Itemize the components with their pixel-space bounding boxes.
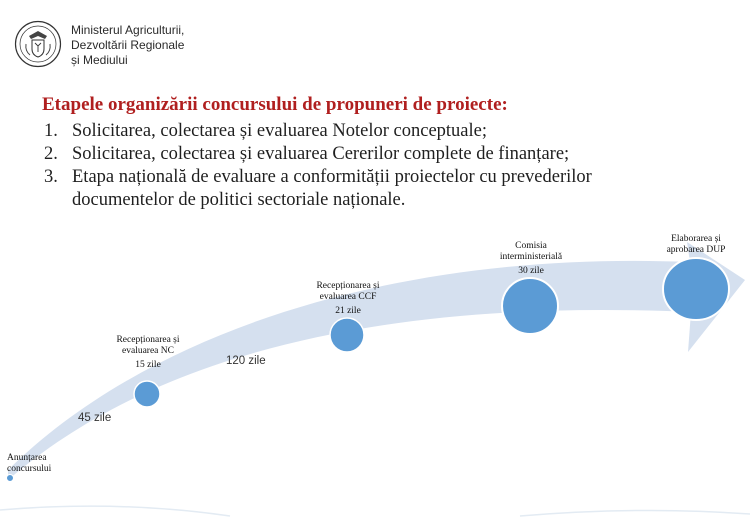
ministry-name-line: Dezvoltării Regionale (71, 38, 185, 52)
stage-marker (330, 318, 364, 352)
step-number: 3. (44, 167, 58, 187)
step-text: Solicitarea, colectarea și evaluarea Notelor conceptuale; (72, 121, 487, 141)
stage-label: Anunțarea concursului (7, 453, 52, 474)
stage-days: 21 zile (335, 306, 361, 316)
ministry-name-line: și Mediului (71, 53, 128, 67)
stage-label: Elaborarea și aprobarea DUP (666, 234, 726, 255)
ministry-name-line: Ministerul Agriculturii, (71, 23, 185, 37)
stage-label: Recepționarea și evaluarea CCF 21 zile (312, 281, 384, 317)
duration-label: 120 zile (226, 355, 266, 367)
stage-marker (502, 278, 558, 334)
step-text: Solicitarea, colectarea și evaluarea Cererilor complete de finanțare; (72, 144, 570, 164)
stage-days: 30 zile (518, 266, 544, 276)
stage-days: 15 zile (135, 360, 161, 370)
stage-marker (663, 258, 729, 320)
step-number: 2. (44, 144, 58, 164)
stage-label: Comisia interministerială 30 zile (495, 241, 567, 277)
stage-marker (134, 381, 160, 407)
stage-marker (7, 475, 14, 482)
stage-label: Recepționarea și evaluarea NC 15 zile (113, 335, 183, 371)
step-number: 1. (44, 121, 58, 141)
duration-label: 45 zile (78, 412, 112, 424)
step-text: Etapa națională de evaluare a conformității proiectelor cu prevederilor documentelor de politici sectoriale naționale. (72, 167, 592, 210)
page-heading: Etapele organizării concursului de propuneri de proiecte: (42, 94, 508, 115)
footer-decoration (0, 506, 750, 516)
